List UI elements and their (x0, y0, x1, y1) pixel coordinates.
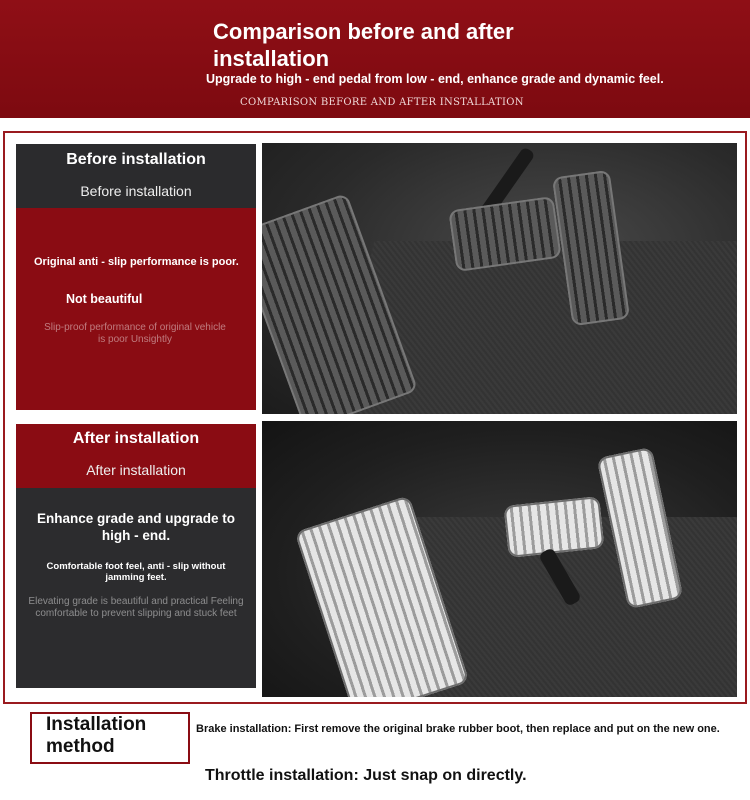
brake-pedal (504, 496, 605, 558)
before-body (16, 208, 256, 410)
before-point-2: Not beautiful (66, 292, 143, 306)
before-photo (262, 143, 737, 414)
after-heading: After installation (72, 430, 200, 447)
before-subheading: Before installation (80, 183, 192, 199)
page-title: Comparison before and after installation (213, 19, 514, 71)
after-note: Elevating grade is beautiful and practical Feeling comfortable to prevent slipping and stuck feet (28, 596, 244, 619)
after-subheading: After installation (86, 462, 186, 478)
after-body (16, 488, 256, 688)
throttle-installation-text: Throttle installation: Just snap on directly. (205, 767, 527, 784)
after-photo (262, 421, 737, 697)
before-note: Slip-proof performance of original vehicle is poor Unsightly (44, 322, 226, 345)
before-heading: Before installation (66, 151, 206, 168)
page-subtitle: Upgrade to high - end pedal from low - end, enhance grade and dynamic feel. (206, 72, 664, 86)
before-header (16, 144, 256, 208)
before-panel (16, 144, 256, 410)
header-banner (0, 0, 750, 118)
page-caption: COMPARISON BEFORE AND AFTER INSTALLATION (240, 97, 524, 108)
after-point-1: Enhance grade and upgrade to high - end. (36, 511, 236, 543)
installation-method-label: Installation method (46, 714, 147, 757)
brake-installation-text: Brake installation: First remove the original brake rubber boot, then replace and put on the new one. (196, 723, 720, 735)
after-header (16, 424, 256, 488)
installation-method-box (30, 712, 190, 764)
before-point-1: Original anti - slip performance is poor. (34, 256, 239, 268)
after-panel (16, 424, 256, 688)
after-point-2: Comfortable foot feel, anti - slip without jamming feet. (46, 561, 226, 583)
